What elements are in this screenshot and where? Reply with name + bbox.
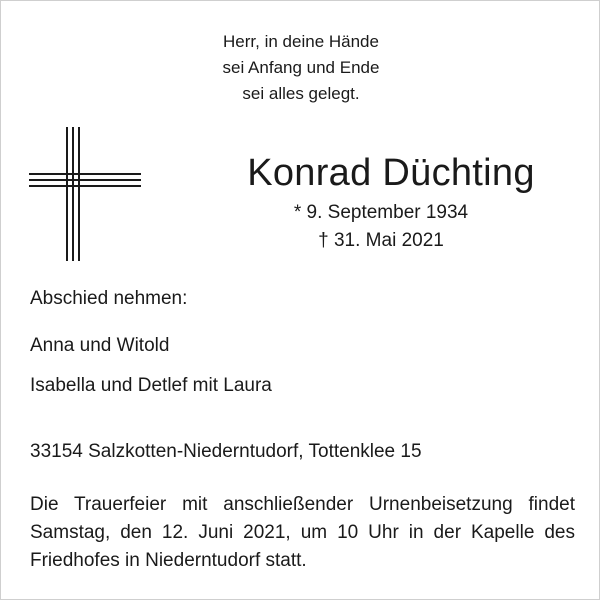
family-address: 33154 Salzkotten-Niederntudorf, Tottenklee 15 xyxy=(30,441,422,462)
verse-line-3: sei alles gelegt. xyxy=(242,84,360,103)
verse-line-2: sei Anfang und Ende xyxy=(222,58,380,77)
birth-date: * 9. September 1934 xyxy=(293,202,469,223)
verse-line-1: Herr, in deine Hände xyxy=(223,32,379,51)
funeral-notice: Die Trauerfeier mit anschließender Urnenbeisetzung findet Samstag, den 12. Juni 2021, um 10 Uhr in der Kapelle des Friedhofes in Niederntudorf statt. xyxy=(30,494,575,571)
deceased-name: Konrad Düchting xyxy=(247,152,535,194)
mourners-intro: Abschied nehmen: xyxy=(30,288,188,309)
mourner-line: Anna und Witold xyxy=(30,335,170,356)
mourner-line: Isabella und Detlef mit Laura xyxy=(30,375,272,396)
bible-verse xyxy=(1,29,600,107)
death-date: † 31. Mai 2021 xyxy=(318,230,444,251)
cross-icon xyxy=(29,127,141,261)
